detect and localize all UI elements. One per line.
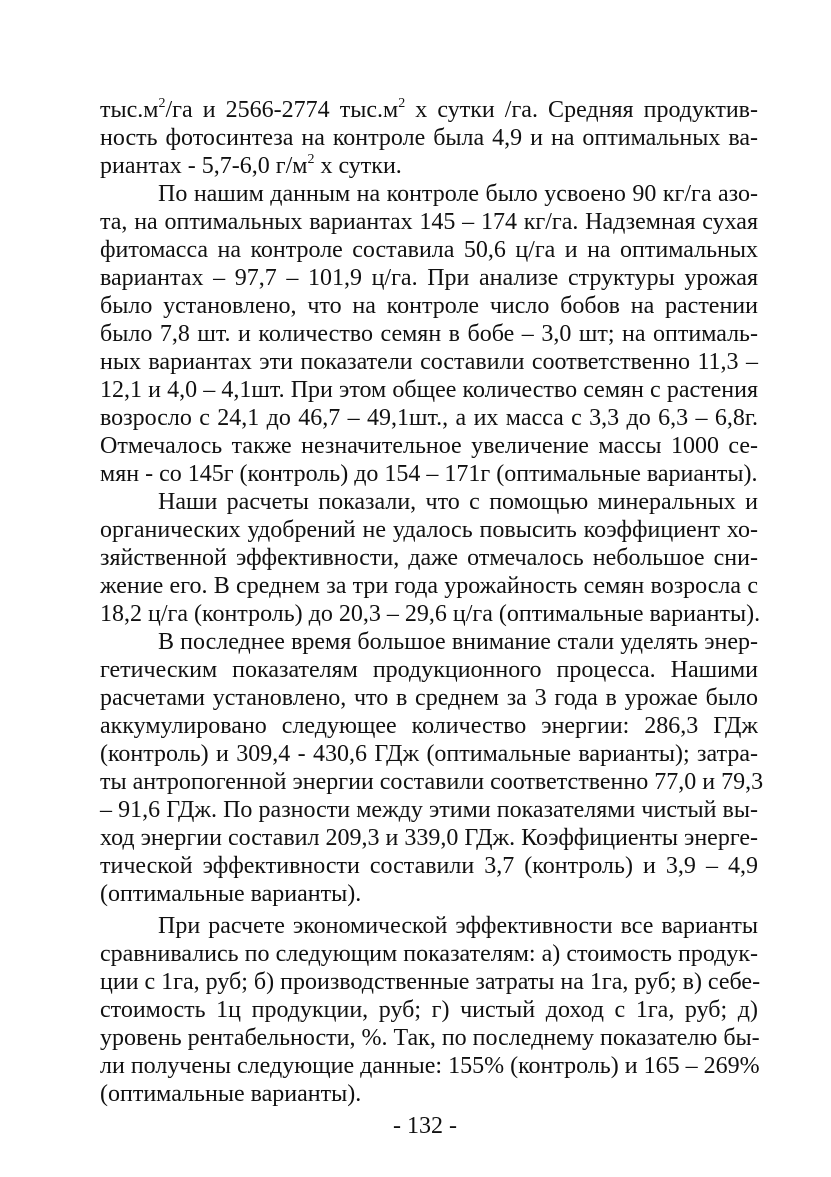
text-line: стоимость 1ц продукции, руб; г) чистый доход с 1га, руб; д) [100, 997, 758, 1023]
text-line: 18,2 ц/га (контроль) до 20,3 – 29,6 ц/га (оптимальные варианты). [100, 601, 761, 627]
text-line: тической эффективности составили 3,7 (контроль) и 3,9 – 4,9 [100, 853, 758, 879]
text-line: гетическим показателям продукционного процесса. Нашими [100, 657, 758, 683]
text-segment: тыс.м [100, 97, 159, 123]
text-line: та, на оптимальных вариантах 145 – 174 кг/га. Надземная сухая [100, 209, 758, 235]
text-line: расчетами установлено, что в среднем за 3 года в урожае было [100, 685, 758, 711]
text-line: (оптимальные варианты). [100, 1081, 362, 1107]
text-line: было 7,8 шт. и количество семян в бобе – 3,0 шт; на оптималь- [100, 321, 758, 347]
text-line: вариантах – 97,7 – 101,9 ц/га. При анализе структуры урожая [100, 265, 758, 291]
text-line [100, 152, 758, 180]
text-line: Наши расчеты показали, что с помощью минеральных и [158, 489, 758, 515]
text-line: уровень рентабельности, %. Так, по последнему показателю бы- [100, 1025, 760, 1051]
text-line: было установлено, что на контроле число бобов на растении [100, 293, 758, 319]
text-line: ных вариантах эти показатели составили соответственно 11,3 – [100, 349, 758, 375]
superscript: 2 [158, 96, 166, 111]
text-line: ты антропогенной энергии составили соответственно 77,0 и 79,3 [100, 769, 764, 795]
text-line: По нашим данным на контроле было усвоено 90 кг/га азо- [158, 181, 758, 207]
text-segment: /га и 2566-2774 тыс.м [165, 97, 399, 123]
text-line: аккумулировано следующее количество энергии: 286,3 ГДж [100, 713, 758, 739]
text-line: ность фотосинтеза на контроле была 4,9 и на оптимальных ва- [100, 125, 758, 151]
text-line: При расчете экономической эффективности все варианты [158, 913, 758, 939]
text-line: органических удобрений не удалось повысить коэффициент хо- [100, 517, 758, 543]
superscript: 2 [398, 96, 406, 111]
text-line: ции с 1га, руб; б) производственные затраты на 1га, руб; в) себе- [100, 969, 761, 995]
text-line: мян - со 145г (контроль) до 154 – 171г (оптимальные варианты). [100, 461, 758, 487]
text-line: – 91,6 ГДж. По разности между этими показателями чистый вы- [100, 797, 758, 823]
text-line: зяйственной эффективности, даже отмечалось небольшое сни- [100, 545, 758, 571]
page-number: - 132 - [393, 1113, 457, 1139]
text-line: (контроль) и 309,4 - 430,6 ГДж (оптимальные варианты); затра- [100, 741, 758, 767]
text-line: возросло с 24,1 до 46,7 – 49,1шт., а их масса с 3,3 до 6,3 – 6,8г. [100, 405, 758, 431]
text-line: Отмечалось также незначительное увеличение массы 1000 се- [100, 433, 758, 459]
text-segment: риантах - 5,7-6,0 г/м [100, 153, 308, 179]
text-line [100, 96, 758, 124]
text-line: жение его. В среднем за три года урожайность семян возросла с [100, 573, 758, 599]
text-line: сравнивались по следующим показателям: а) стоимость продук- [100, 941, 758, 967]
text-segment: х сутки /га. Средняя продуктив- [405, 97, 758, 123]
text-line: фитомасса на контроле составила 50,6 ц/га и на оптимальных [100, 237, 758, 263]
text-segment: х сутки. [314, 153, 402, 179]
text-line: (оптимальные варианты). [100, 881, 362, 907]
text-line: ли получены следующие данные: 155% (контроль) и 165 – 269% [100, 1053, 760, 1079]
superscript: 2 [307, 152, 315, 167]
text-line: В последнее время большое внимание стали уделять энер- [158, 629, 758, 655]
text-line: ход энергии составил 209,3 и 339,0 ГДж. Коэффициенты энерге- [100, 825, 758, 851]
text-line: 12,1 и 4,0 – 4,1шт. При этом общее количество семян с растения [100, 377, 758, 403]
